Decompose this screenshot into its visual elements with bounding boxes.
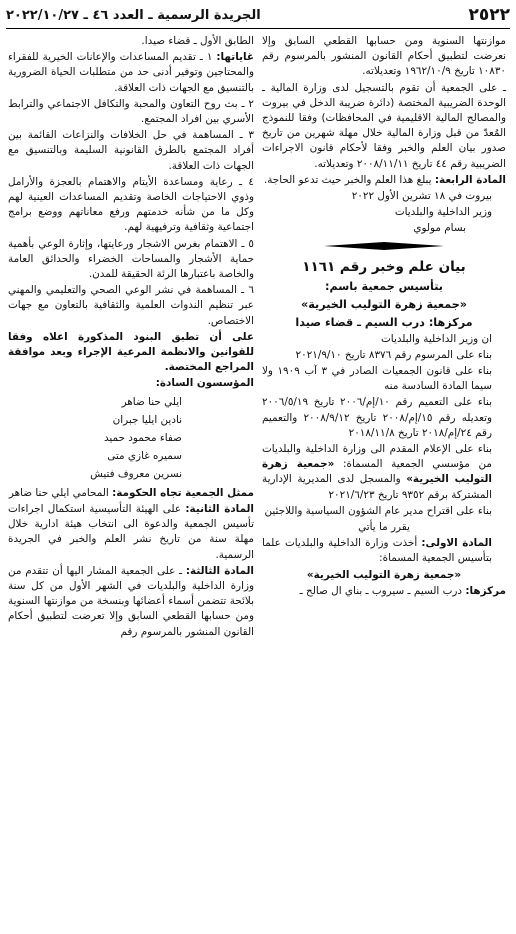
preamble-proposal: بناء على اقتراح مدير عام الشؤون السياسية واللاجئين — [264, 504, 492, 517]
decides-heading: يقرر ما يأتي — [358, 521, 410, 534]
article-one: المادة الاولى: أخذت وزارة الداخلية والبلديات علما بتأسيس الجمعية المسماة: — [262, 537, 492, 565]
page-header — [6, 4, 510, 26]
article-three: المادة الثالثة: ـ على الجمعية المشار اليها أن تتقدم من وزارة الداخلية والبلديات في الشهر الأول من كل سنة بلائحة تتضمن أسماء أعضائها وبنسخة من موازنتها السنوية ومن حسابها القطعي السابق وإلا تعرضت لتطبيق أحكام القانون المنشور بالمرسوم رقم — [8, 564, 254, 638]
article-four — [262, 173, 506, 188]
continued-paragraph: موازنتها السنوية ومن حسابها القطعي السابق وإلا نعرضت لتطبيق أحكام القانون المنشور بالمرسوم رقم ١٠٨٣٠ تاريخ ١٩٦٢/١٠/٩ وتعديلاته. — [262, 35, 506, 78]
preamble-minister: ان وزير الداخلية والبلديات — [381, 332, 492, 345]
founder-name: صفاء محمود حميد — [103, 432, 182, 445]
notice-title: بيان علم وخبر رقم ١١٦١ — [302, 258, 466, 275]
goals-label: غاياتها: — [216, 51, 254, 64]
preamble-law: بناء على قانون الجمعيات الصادر في ٣ آب ١٩٠٩ ولا سيما المادة السادسة منه — [262, 365, 492, 393]
goal-five: ٥ ـ الاهتمام بغرس الاشجار ورعايتها، وإثارة الوعي بأهمية حماية الأشجار والمساحات الخضراء والحدائق العامة والخاصة باعتبارها الرئة الحقيقة للمدن. — [8, 237, 254, 281]
header-rule — [6, 28, 510, 29]
article-four-title: المادة الرابعة: — [434, 173, 506, 186]
goal-six: ٦ ـ المساهمة في نشر الوعي الصحي والتعليمي والمهني عبر تنظيم الندوات العلمية والثقافية بالتعاون مع جهات الاختصاص. — [8, 284, 254, 327]
legal-clause: على أن تطبق البنود المذكورة اعلاه وفقا للقوانين والانظمة المرعية الإجراء وبعد موافقة المراجع المختصة. — [8, 330, 254, 374]
article-two: المادة الثانية: على الهيئة التأسيسية استكمال اجراءات تأسيس الجمعية والدعوة الى انتخاب هيئة ادارية خلال مهلة سنة من تاريخ نشر العلم والخبر في الجريدة الرسمية. — [8, 502, 254, 561]
preamble-decree: بناء على المرسوم رقم ٨٣٧٦ تاريخ ٢٠٢١/٩/١٠ — [295, 348, 492, 361]
goal-one: غاياتها: ١ ـ تقديم المساعدات والإعانات الخيرية للفقراء والمحتاجين وتوفير أدنى حد من متطلبات الحياة الضرورية بالتنسيق مع الجهات ذات العلاقة. — [8, 51, 254, 94]
founder-name: سميره غازي متى — [107, 450, 182, 463]
association-hq-full: مركزها: درب السيم ـ سيروب ـ بناي ال صالح ـ — [299, 584, 506, 597]
place-date: بيروت في ١٨ تشرين الأول ٢٠٢٢ — [351, 190, 492, 203]
goal-four: ٤ ـ رعاية ومساعدة الأيتام والاهتمام بالعجزة والأرامل وذوي الاحتياجات الخاصة وتقديم المساعدات العينية لهم وكل ما من شأنه خدمتهم ورفع معاناتهم ووضع برامج اجتماعية وثقافية وترفيهية لهم. — [8, 175, 254, 234]
minister-title: وزير الداخلية والبلديات — [394, 206, 492, 219]
article-four-text: يبلغ هذا العلم والخبر حيث تدعو الحاجة. — [263, 173, 432, 186]
founder-name: نادين ايليا جبران — [112, 413, 182, 426]
association-hq: مركزها: درب السيم ـ قضاء صيدا — [295, 315, 473, 329]
signer-name: بسام مولوي — [413, 222, 466, 235]
association-name: «جمعية زهرة التوليب الخيرية» — [301, 297, 467, 311]
founders-list — [8, 395, 254, 483]
ornamental-divider — [262, 241, 506, 251]
goal-two: ٢ ـ بث روح التعاون والمحبة والتكافل الاجتماعي والترابط الأسري بين افراد المجتمع. — [8, 97, 254, 126]
association-name-repeat: «جمعية زهرة التوليب الخيرية» — [306, 568, 462, 581]
left-column — [8, 34, 254, 641]
preamble-circulars: بناء على التعميم رقم ١٠/إم/٢٠٠٦ تاريخ ٢٠٠٦/٥/١٩ وتعديله رقم ١٥/إم/٢٠٠٨ تاريخ ٢٠٠٨/٩/١٢ والتعميم رقم ٢٤/إم/٢٠١٨ تاريخ ٢٠١٨/١١/٨ — [262, 396, 492, 439]
gazette-title: الجريدة الرسمية ـ العدد ٤٦ ـ ٢٠٢٢/١٠/٢٧ — [6, 7, 261, 23]
right-column — [262, 34, 506, 600]
floor-line: الطابق الأول ـ قضاء صيدا. — [141, 35, 254, 47]
tax-registration-paragraph: ـ على الجمعية أن تقوم بالتسجيل لدى وزارة المالية ـ الوحدة الضريبية المختصة (دائرة ضريبة الدخل في بيروت والمصالح المالية الاقليمية في المحافظات) وفقا للنموذج المُعدّ من قبل وزارة المالية خلال مهلة شهرين من تاريخ صدور بيان العلم والخبر وفقا لأحكام قانون الاجراءات الضريبية رقم ٤٤ تاريخ ٢٠٠٨/١١/١١ وتعديلاته. — [262, 81, 506, 170]
page-number: ٢٥٢٢ — [468, 5, 510, 25]
founder-name: ايلي حنا ضاهر — [121, 395, 182, 408]
goal-three: ٣ ـ المساهمة في حل الخلافات والنزاعات القائمة بين أفراد المجتمع بالطرق القانونية السليمة وبالتنسيق مع الجهات ذات العلاقة. — [8, 129, 254, 172]
preamble-notification: بناء على الإعلام المقدم الى وزارة الداخلية والبلديات من مؤسسي الجمعية المسماة: «جمعية زهرة التوليب الخيرية» والمسجل لدى المديرية الإدارية المشتركة برقم ٩٣٥٢ تاريخ ٢٠٢١/٦/٢٣ — [262, 443, 492, 501]
founder-name: نسرين معروف فتيش — [90, 468, 182, 481]
notice-subtitle: بتأسيس جمعية باسم: — [324, 279, 444, 293]
founders-label: المؤسسون السادة: — [155, 377, 254, 390]
government-representative: ممثل الجمعية تجاه الحكومة: المحامي ايلي حنا ضاهر — [8, 486, 254, 499]
